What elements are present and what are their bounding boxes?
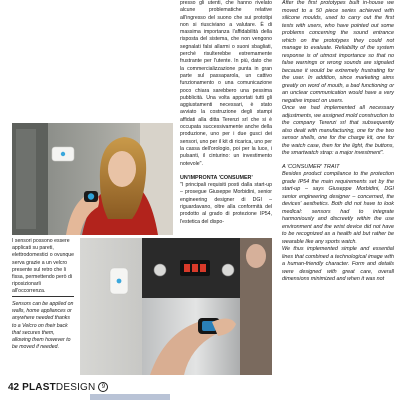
page-footer: [8, 380, 108, 394]
english-heading: A 'CONSUMER' TRAIT: [282, 163, 340, 170]
photo-woman-smartwatch: [12, 123, 173, 235]
italian-heading: UN'IMPRONTA 'CONSUMER': [180, 174, 253, 181]
italian-paragraph-2: "I principali requisiti posti dalla start-up – prosegue Giuseppe Morbidini, senior engineering designer di DGI – riguardavano, oltre alla conformità del prodotto al grado di protezione IP54, l'estetica del dispo-: [180, 182, 272, 225]
english-paragraph-2: Once we had implemented all necessary adjustments, we assigned mold construction to the company Terenzi srl that subsequently also dealt with manufacturing, one for the two sensor shells, one for the charge kit, one for the watch case, then for the light, the buttons, the smartwatch strap: a major investment".: [282, 105, 394, 156]
caption-italian: I sensori possono essere applicati su pareti, elettrodomestici o ovunque serva grazie a un velcro presente sul retro che li fissa, permettendo però di riposizionarli all'occorrenza.: [12, 238, 74, 295]
brand-design: DESIGN: [55, 381, 96, 393]
italian-paragraph-1: presso gli utenti, che hanno rivelato alcune problematiche relative all'ingresso del suono che sui prototipi non si riusciviano a valutare. È di massima importanza l'affidabilità della risposta del sistema, che non vengono segnalati falsi allarmi o suoni sbagliati, perché risulterebbe estremamente frustrante per l'utente. In più, dato che la commercializzazione punta in gran parte sul passaparola, un cattivo funzionamento o una comunicazione poco chiara sarebbero una pessima pubblicità. Una volta apportati tutti gli aggiustamenti necessari, è stato avviato la costruzione degli stampi affidati alla ditta Terenzi srl che si è occupata successivamente anche della produzione, uno per i due gusci dei sensori, uno per il kit di ricarica, uno per la cassa dell'orologio, poi per la luce, i pulsanti, il cinturino: un investimento notevole".: [180, 0, 272, 167]
english-paragraph-1: After the first prototypes built in-house we moved to a 50 piece series achieved with silicone moulds, used to carry out the first tests with users, who have pointed out some problems concerning the sound entrance which on the prototypes they could not manage to evaluate. Reliability of the system response is of utmost importance so that no false warnings or wrong sounds are signaled because it would be extremely frustrating for the user. In addition, since marketing aims greatly on word of mouth, a bad functioning or an unclear communication would have a very negative impact on users.: [282, 0, 394, 104]
caption-english: Sensors can be applied on walls, home appliances or anywhere needed thanks to a Velcro on their back that secures them, allowing them however to be moved if needed.: [12, 301, 74, 351]
page-number: 42: [8, 381, 20, 393]
caption-divider: [12, 296, 74, 297]
italian-column: [180, 0, 272, 226]
english-column: [282, 0, 394, 284]
issue-number: 9: [98, 382, 108, 392]
footer-color-bar: [90, 394, 170, 400]
english-paragraph-3: Besides product compliance to the protection grade IP54 the main requirements set by the start-up – says Giuseppe Morbidini, DGI senior engineering designer – concerned, the devices' aesthetics. Both did not have to look medical: sensors had to integrate harmoniously and discreetly within the use environment and the wrist device did not have to be recognized as a health aid but rather be wearable like any sports watch.: [282, 171, 394, 245]
photo-kitchen-sensor: [80, 238, 272, 375]
brand-plast: PLAST: [22, 381, 56, 393]
english-paragraph-4: We thus implemented simple and essential lines that combined a technological image with a human-friendly character. Form and details were designed with great care, overall dimensions minimized and when it was not: [282, 246, 394, 282]
